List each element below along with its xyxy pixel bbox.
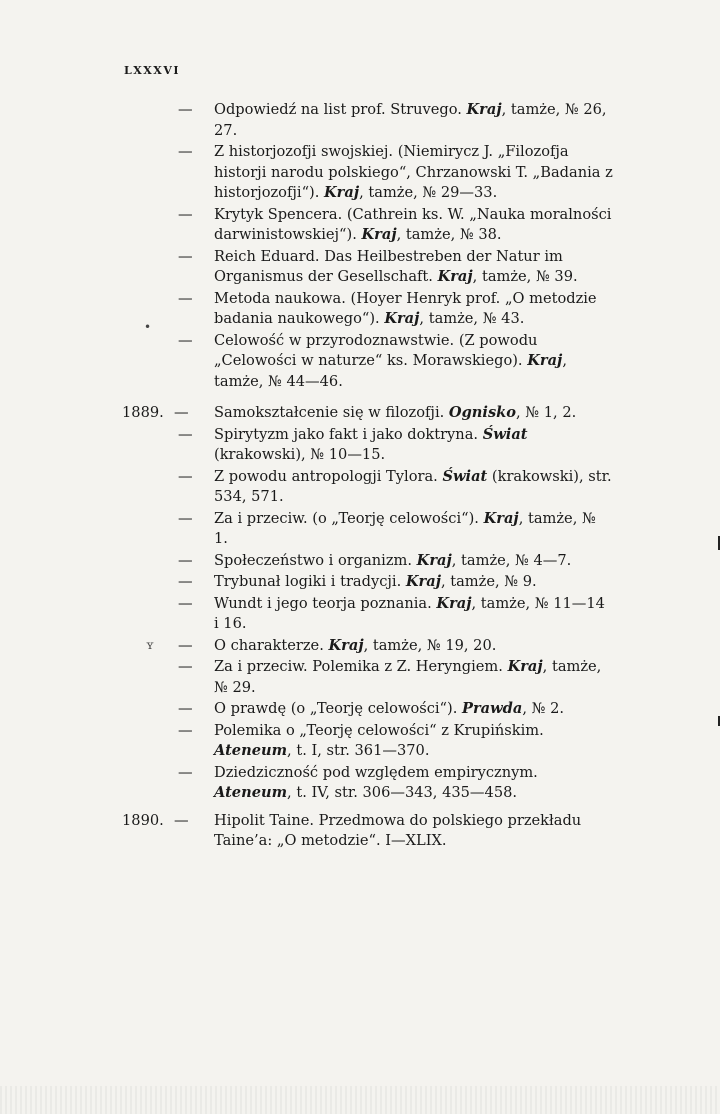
entry-title: O charakterze. [214, 636, 329, 654]
entry-reference: , tamże, № 39. [472, 268, 578, 285]
bib-entry [0, 403, 614, 424]
entry-reference: , tamże, № 19, 20. [363, 636, 497, 654]
bib-entry [0, 289, 614, 330]
entry-reference: , tamże, № 29—33. [359, 184, 498, 201]
entry-dash: — [178, 101, 193, 118]
bib-entry [0, 100, 614, 141]
entry-dash: — [178, 247, 193, 265]
entry-title: Trybunał logiki i tradycji. [214, 573, 406, 590]
entry-dash: — [178, 763, 193, 781]
bib-entry [0, 551, 614, 572]
entry-title: Za i przeciw. Polemika z Z. Heryngiem. [214, 658, 508, 675]
entry-title: Hipolit Taine. Przedmowa do polskiego przekładu Taine’a: „O metodzie“. I—XLIX. [214, 811, 582, 849]
entry-dash: — [178, 509, 193, 527]
entry-reference: , tamże, № 38. [396, 226, 502, 243]
entry-dash: — [174, 811, 189, 829]
entry-dash: — [178, 289, 193, 307]
entry-dash: — [178, 205, 193, 223]
bib-entry [0, 657, 614, 698]
entry-source: Kraj [436, 594, 472, 612]
entry-dash: — [178, 573, 193, 590]
entry-source: Kraj [324, 184, 360, 201]
margin-dot: • [144, 320, 152, 334]
entry-dash: — [178, 636, 193, 654]
entry-title: Samokształcenie się w filozofji. [214, 404, 449, 421]
margin-mark-y: ʏ [146, 638, 154, 652]
entry-reference: , tamże, № 44—46. [214, 352, 567, 390]
entry-title: Z historjozofji swojskiej. (Niemirycz J. „Filozofja historji narodu polskiego“, Chrzanowski T. „Badania z historjozofji“). [214, 143, 613, 201]
entry-reference: , tamże, № 9. [440, 573, 537, 590]
entry-reference: (krakowski), № 10—15. [214, 446, 386, 463]
entry-dash: — [178, 551, 193, 569]
bib-entry [0, 721, 614, 762]
bib-entry [0, 636, 614, 657]
entry-title: Odpowiedź na list prof. Struvego. [214, 101, 467, 118]
entry-year: 1890. [122, 811, 164, 829]
entry-title: Za i przeciw. (o „Teorję celowości“). [214, 509, 484, 527]
entry-dash: — [174, 404, 189, 421]
bib-entry [0, 763, 614, 804]
entry-source: Kraj [483, 509, 519, 527]
entry-year: 1889. [122, 404, 164, 421]
bib-entry [0, 142, 614, 204]
entry-source: Prawda [462, 700, 523, 717]
entry-dash: — [178, 721, 193, 739]
entry-reference: (krakowski), str. 534, 571. [214, 467, 612, 505]
bib-entry [0, 205, 614, 246]
bib-entry [0, 247, 614, 288]
entry-title: Reich Eduard. Das Heilbestreben der Natur im Organismus der Gesellschaft. [214, 247, 563, 285]
entry-source: Ateneum [214, 742, 288, 759]
entry-source: Kraj [416, 551, 452, 569]
entry-reference: , tamże, № 1. [214, 509, 596, 547]
entry-dash: — [178, 658, 193, 675]
entry-reference: , tamże, № 43. [419, 310, 525, 327]
paper-texture [0, 1086, 720, 1114]
entry-source: Kraj [328, 636, 364, 654]
entry-source: Kraj [437, 268, 473, 285]
entry-source: Kraj [405, 573, 441, 590]
entry-source: Ateneum [214, 784, 288, 801]
entry-title: Spirytyzm jako fakt i jako doktryna. [214, 425, 483, 443]
entry-title: Dziedziczność pod względem empirycznym. [214, 763, 538, 781]
bib-entry [0, 572, 614, 593]
bib-entry [0, 509, 614, 550]
entry-title: Z powodu antropologji Tylora. [214, 467, 443, 485]
entry-title: Społeczeństwo i organizm. [214, 551, 417, 569]
page-number: LXXXVI [124, 64, 181, 77]
entry-reference: , № 2. [522, 700, 564, 717]
entry-source: Kraj [361, 226, 397, 243]
entry-dash: — [178, 700, 193, 717]
entry-reference: , tamże, № 29. [214, 658, 602, 696]
entry-reference: , t. IV, str. 306—343, 435—458. [287, 784, 518, 801]
entry-source: Świat [442, 467, 488, 485]
entry-source: Kraj [466, 101, 502, 118]
entry-dash: — [178, 425, 193, 443]
spacer [0, 393, 720, 403]
bib-entry [0, 811, 614, 852]
entry-source: Kraj [384, 310, 420, 327]
entry-title: Polemika o „Teorję celowości“ z Krupińskim. [214, 721, 544, 739]
entry-title: Metoda naukowa. (Hoyer Henryk prof. „O metodzie badania naukowego“). [214, 289, 597, 327]
entry-title: Krytyk Spencera. (Cathrein ks. W. „Nauka moralności darwinistowskiej“). [214, 205, 612, 243]
bib-entry [0, 425, 614, 466]
entry-title: Celowość w przyrodoznawstwie. (Z powodu „Celowości w naturze“ ks. Morawskiego). [214, 331, 538, 369]
entry-dash: — [178, 331, 193, 349]
bib-entry [0, 594, 614, 635]
entry-dash: — [178, 143, 193, 160]
bibliography-list [0, 100, 720, 853]
bib-entry [0, 467, 614, 508]
entry-reference: , t. I, str. 361—370. [287, 742, 430, 759]
entry-reference: , tamże, № 26, 27. [214, 101, 607, 139]
entry-source: Kraj [507, 658, 543, 675]
entry-dash: — [178, 467, 193, 485]
bib-entry [0, 699, 614, 720]
entry-source: Kraj [527, 352, 563, 369]
entry-reference: , tamże, № 4—7. [451, 551, 572, 569]
entry-source: Świat [482, 425, 528, 443]
entry-source: Ognisko [448, 404, 517, 421]
entry-reference: , tamże, № 11—14 i 16. [214, 594, 605, 632]
entry-title: O prawdę (o „Teorję celowości“). [214, 700, 462, 717]
entry-title: Wundt i jego teorja poznania. [214, 594, 437, 612]
bib-entry [0, 331, 614, 393]
entry-dash: — [178, 594, 193, 612]
entry-reference: , № 1, 2. [516, 404, 577, 421]
